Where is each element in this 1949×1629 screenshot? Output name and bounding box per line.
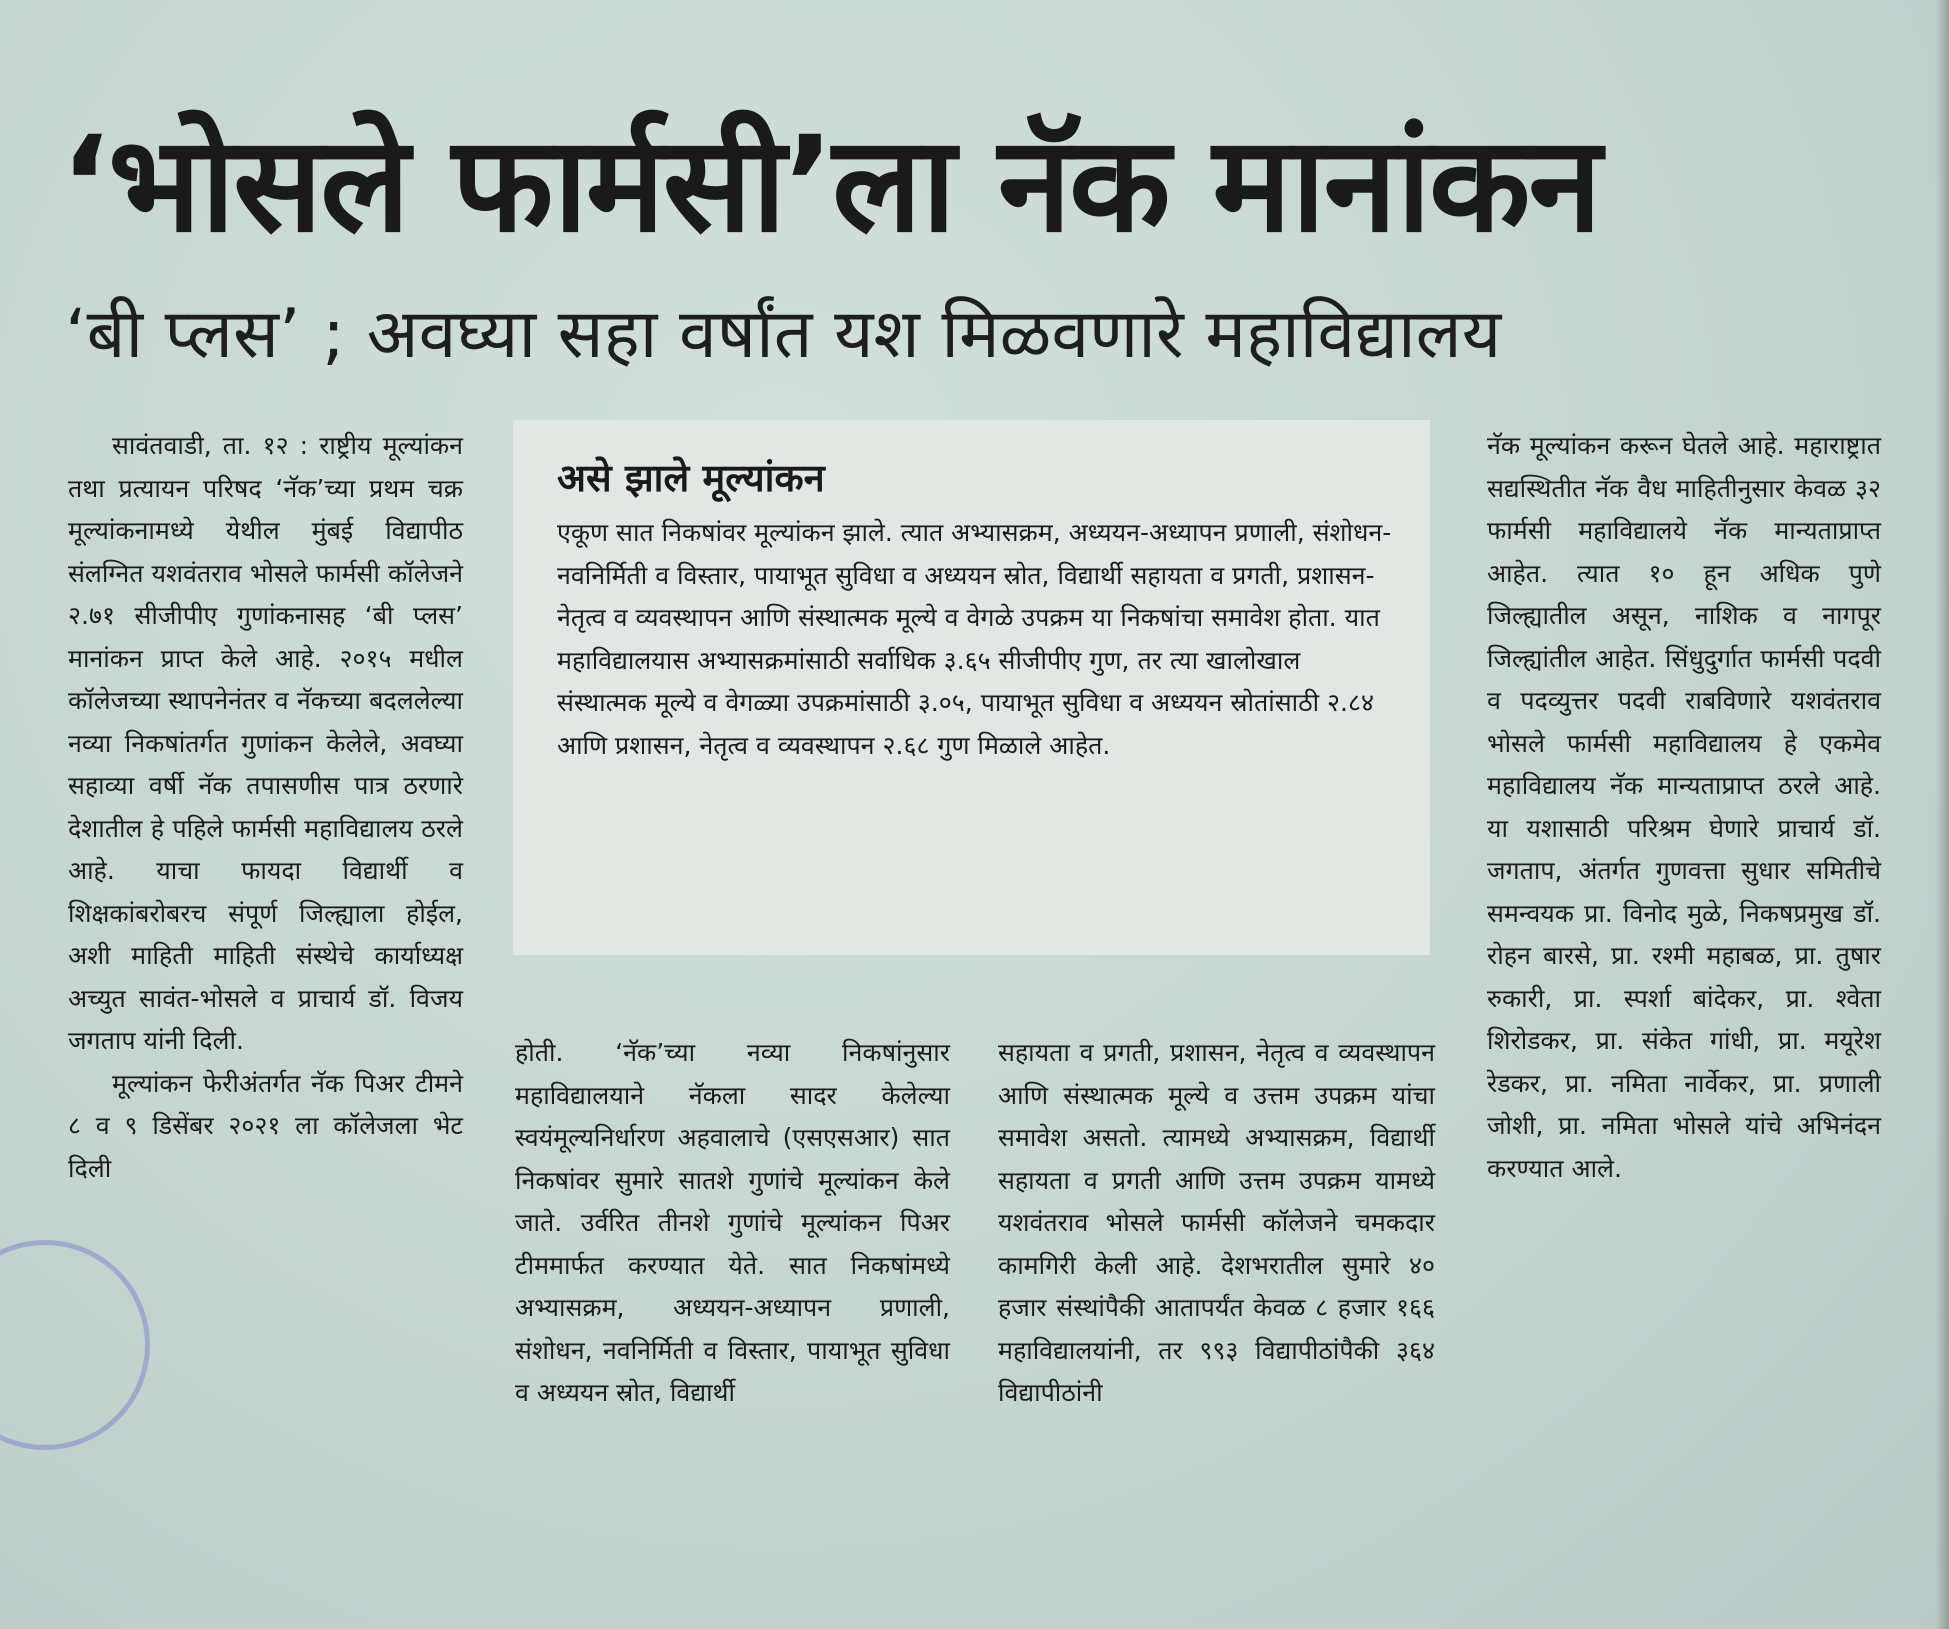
ink-stamp-mark — [0, 1240, 150, 1450]
article-column-3 — [998, 1032, 1435, 1415]
article-column-2 — [515, 1032, 950, 1415]
box-body: एकूण सात निकषांवर मूल्यांकन झाले. त्यात अभ्यासक्रम, अध्ययन-अध्यापन प्रणाली, संशोधन-नवनिर्मिती व विस्तार, पायाभूत सुविधा व अध्ययन स्रोत, विद्यार्थी सहायता व प्रगती, प्रशासन-नेतृत्व व व्यवस्थापन आणि संस्थात्मक मूल्ये व वेगळे उपक्रम या निकषांचा समावेश होता. यात महाविद्यालयास अभ्यासक्रमांसाठी सर्वाधिक ३.६५ सीजीपीए गुण, तर त्या खालोखाल संस्थात्मक मूल्ये व वेगळ्या उपक्रमांसाठी ३.०५, पायाभूत सुविधा व अध्ययन स्रोतांसाठी २.८४ आणि प्रशासन, नेतृत्व व व्यवस्थापन २.६८ गुण मिळाले आहेत. — [557, 518, 1392, 760]
column-1-paragraph-2: मूल्यांकन फेरीअंतर्गत नॅक पिअर टीमने ८ व ९ डिसेंबर २०२१ ला कॉलेजला भेट दिली — [68, 1068, 463, 1183]
subheadline: ‘बी प्लस’ ; अवघ्या सहा वर्षांत यश मिळवणारे महाविद्यालय — [65, 295, 1502, 374]
headline: ‘भोसले फार्मसी’ला नॅक मानांकन — [60, 108, 1600, 262]
box-title: असे झाले मूल्यांकन — [557, 456, 825, 500]
column-2-text: होती. ‘नॅक’च्या नव्या निकषांनुसार महाविद्यालयाने नॅकला सादर केलेल्या स्वयंमूल्यनिर्धारण अहवालाचे (एसएसआर) सात निकषांवर सुमारे सातशे गुणांचे मूल्यांकन केले जाते. उर्वरित तीनशे गुणांचे मूल्यांकन पिअर टीममार्फत करण्यात येते. सात निकषांमध्ये अभ्यासक्रम, अध्ययन-अध्यापन प्रणाली, संशोधन, नवनिर्मिती व विस्तार, पायाभूत सुविधा व अध्ययन स्रोत, विद्यार्थी — [515, 1038, 950, 1407]
column-4-text: नॅक मूल्यांकन करून घेतले आहे. महाराष्ट्रात सद्यस्थितीत नॅक वैध माहितीनुसार केवळ ३२ फार्मसी महाविद्यालये नॅक मान्यताप्राप्त आहेत. त्यात १० हून अधिक पुणे जिल्ह्यातील असून, नाशिक व नागपूर जिल्ह्यांतील आहेत. सिंधुदुर्गात फार्मसी पदवी व पदव्युत्तर पदवी राबविणारे यशवंतराव भोसले फार्मसी महाविद्यालय हे एकमेव महाविद्यालय नॅक मान्यताप्राप्त ठरले आहे. या यशासाठी परिश्रम घेणारे प्राचार्य डॉ. जगताप, अंतर्गत गुणवत्ता सुधार समितीचे समन्वयक प्रा. विनोद मुळे, निकषप्रमुख डॉ. रोहन बारसे, प्रा. रश्मी महाबळ, प्रा. तुषार रुकारी, प्रा. स्पर्शा बांदेकर, प्रा. श्वेता शिरोडकर, प्रा. संकेत गांधी, प्रा. मयूरेश रेडकर, प्रा. नमिता नार्वेकर, प्रा. प्रणाली जोशी, प्रा. नमिता भोसले यांचे अभिनंदन करण्यात आले. — [1487, 431, 1881, 1183]
column-1-paragraph-1: सावंतवाडी, ता. १२ : राष्ट्रीय मूल्यांकन तथा प्रत्यायन परिषद ‘नॅक’च्या प्रथम चक्र मूल्यांकनामध्ये येथील मुंबई विद्यापीठ संलग्नित यशवंतराव भोसले फार्मसी कॉलेजने २.७१ सीजीपीए गुणांकनासह ‘बी प्लस’ मानांकन प्राप्त केले आहे. २०१५ मधील कॉलेजच्या स्थापनेनंतर व नॅकच्या बदललेल्या नव्या निकषांतर्गत गुणांकन केलेले, अवघ्या सहाव्या वर्षी नॅक तपासणीस पात्र ठरणारे देशातील हे पहिले फार्मसी महाविद्यालय ठरले आहे. याचा फायदा विद्यार्थी व शिक्षकांबरोबरच संपूर्ण जिल्ह्याला होईल, अशी माहिती माहिती संस्थेचे कार्याध्यक्ष अच्युत सावंत-भोसले व प्राचार्य डॉ. विजय जगताप यांनी दिली. — [68, 431, 463, 1055]
page-edge-shadow — [1935, 0, 1949, 1629]
column-3-text: सहायता व प्रगती, प्रशासन, नेतृत्व व व्यवस्थापन आणि संस्थात्मक मूल्ये व उत्तम उपक्रम यांचा समावेश असतो. त्यामध्ये अभ्यासक्रम, विद्यार्थी सहायता व प्रगती आणि उत्तम उपक्रम यामध्ये यशवंतराव भोसले फार्मसी कॉलेजने चमकदार कामगिरी केली आहे. देशभरातील सुमारे ४० हजार संस्थांपैकी आतापर्यंत केवळ ८ हजार १६६ महाविद्यालयांनी, तर ९९३ विद्यापीठांपैकी ३६४ विद्यापीठांनी — [998, 1038, 1435, 1407]
evaluation-sidebar-box — [513, 420, 1430, 955]
article-column-4 — [1487, 425, 1881, 1190]
article-column-1 — [68, 425, 463, 1190]
